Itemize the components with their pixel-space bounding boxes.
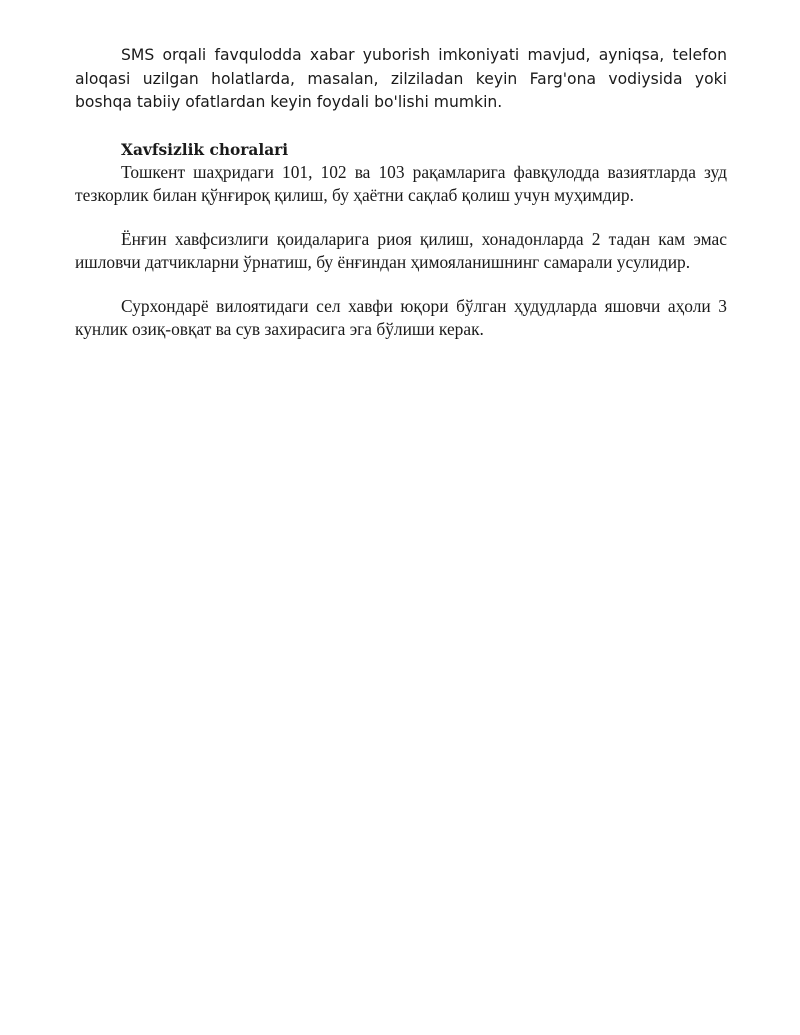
document-body — [75, 44, 727, 342]
paragraph-mudflow-supplies: Сурхондарё вилоятидаги сел хавфи юқори бўлган ҳудудларда яшовчи аҳоли 3 кунлик озиқ-овқат ва сув захирасига эга бўлиши керак. — [75, 295, 727, 339]
paragraph-fire-safety: Ёнғин хавфсизлиги қоидаларига риоя қилиш, хонадонларда 2 тадан кам эмас ишловчи датчикларни ўрнатиш, бу ёнғиндан ҳимояланишнинг самарали усулидир. — [75, 228, 727, 272]
paragraph-spacer — [75, 275, 727, 295]
paragraph-spacer — [75, 115, 727, 139]
section-heading: Xavfsizlik choralari — [121, 140, 289, 159]
paragraph-emergency-numbers: Тошкент шаҳридаги 101, 102 ва 103 рақамларига фавқулодда вазиятларда зуд тезкорлик билан қўнғироқ қилиш, бу ҳаётни сақлаб қолиш учун муҳимдир. — [75, 161, 727, 205]
paragraph-spacer — [75, 208, 727, 228]
paragraph-sms-alerts: SMS orqali favqulodda xabar yuborish imkoniyati mavjud, ayniqsa, telefon aloqasi uzilgan holatlarda, masalan, zilziladan keyin Farg'ona vodiysida yoki boshqa tabiiy ofatlardan keyin foydali bo'lishi mumkin. — [75, 46, 727, 111]
